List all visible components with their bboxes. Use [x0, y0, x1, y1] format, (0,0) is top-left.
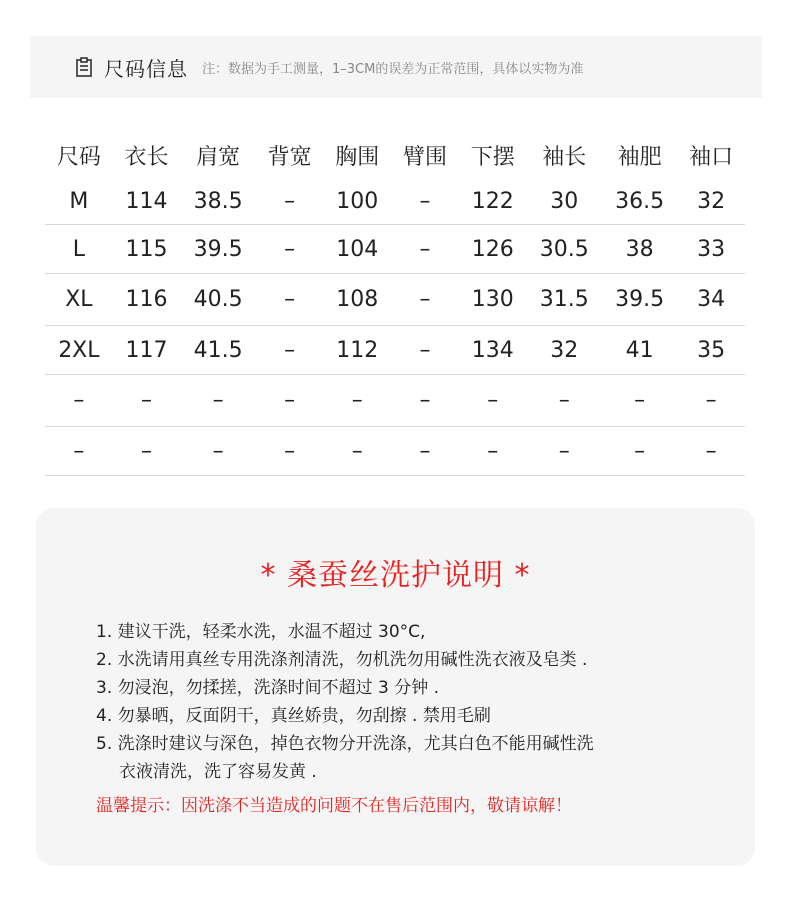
measurement-note: 注：数据为手工测量，1–3CM的误差为正常范围，具体以实物为准 — [202, 61, 584, 77]
care-item-text: 勿暴晒，反面阴干，真丝娇贵，勿刮擦 . 禁用毛刷 — [117, 706, 491, 726]
table-cell: – — [677, 375, 745, 427]
column-header: 臂围 — [403, 144, 448, 170]
column-header: 下摆 — [470, 144, 515, 170]
column-header: 背宽 — [267, 144, 312, 170]
table-cell: 38.5 — [180, 178, 255, 225]
table-cell: 30 — [527, 178, 602, 225]
table-cell: 41.5 — [180, 326, 255, 375]
column-header: 袖肥 — [617, 144, 662, 170]
table-cell: 40.5 — [180, 274, 255, 326]
size-info-header — [30, 36, 762, 98]
table-cell: – — [256, 375, 324, 427]
care-item — [96, 674, 736, 702]
table-cell: 116 — [113, 274, 181, 326]
care-list — [96, 618, 736, 786]
table-cell: 31.5 — [527, 274, 602, 326]
table-cell: 108 — [323, 274, 391, 326]
table-row — [45, 178, 745, 225]
size-table — [45, 132, 745, 476]
table-cell: 117 — [113, 326, 181, 375]
table-cell: 32 — [527, 326, 602, 375]
table-cell: – — [180, 427, 255, 476]
table-cell: 114 — [113, 178, 181, 225]
warm-tip: 温馨提示：因洗涤不当造成的问题不在售后范围内，敬请谅解！ — [96, 796, 572, 816]
table-cell: 130 — [459, 274, 527, 326]
care-item-text: 勿浸泡，勿揉搓，洗涤时间不超过 3 分钟 . — [117, 678, 440, 698]
table-row — [45, 326, 745, 375]
clipboard-icon — [76, 57, 92, 77]
table-cell: – — [45, 427, 113, 476]
table-cell: L — [45, 225, 113, 274]
table-cell: – — [677, 427, 745, 476]
table-cell: 41 — [602, 326, 677, 375]
table-cell: – — [391, 274, 459, 326]
table-row — [45, 427, 745, 476]
table-cell: – — [256, 274, 324, 326]
care-item-number: 4. — [96, 706, 113, 726]
table-cell: – — [391, 375, 459, 427]
table-row — [45, 375, 745, 427]
care-item — [96, 646, 736, 674]
section-title: 尺码信息 — [104, 56, 188, 81]
column-header: 袖口 — [689, 144, 734, 170]
table-cell: – — [391, 178, 459, 225]
table-cell: – — [256, 427, 324, 476]
table-cell: 36.5 — [602, 178, 677, 225]
table-body — [45, 178, 745, 476]
table-header-row — [45, 132, 745, 178]
table-cell: 38 — [602, 225, 677, 274]
table-cell: – — [602, 375, 677, 427]
table-cell: – — [113, 427, 181, 476]
table-cell: 39.5 — [602, 274, 677, 326]
care-title: * 桑蚕丝洗护说明 * — [260, 558, 531, 593]
table-cell: – — [527, 427, 602, 476]
care-item-text: 洗涤时建议与深色，掉色衣物分开洗涤，尤其白色不能用碱性洗 — [117, 734, 594, 754]
care-item — [96, 618, 736, 646]
table-cell: 33 — [677, 225, 745, 274]
care-item-number: 5. — [96, 734, 113, 754]
table-cell: 122 — [459, 178, 527, 225]
table-cell: 34 — [677, 274, 745, 326]
table-cell: – — [256, 326, 324, 375]
table-cell: – — [256, 225, 324, 274]
table-cell: – — [391, 326, 459, 375]
column-header: 尺码 — [56, 144, 101, 170]
table-cell: 100 — [323, 178, 391, 225]
table-cell: – — [256, 178, 324, 225]
table-cell: – — [459, 427, 527, 476]
care-item-text: 水洗请用真丝专用洗涤剂清洗，勿机洗勿用碱性洗衣液及皂类 . — [117, 650, 588, 670]
table-cell: – — [459, 375, 527, 427]
care-item — [96, 702, 736, 730]
table-cell: – — [180, 375, 255, 427]
table-cell: 2XL — [45, 326, 113, 375]
table-cell: 115 — [113, 225, 181, 274]
table-cell: – — [527, 375, 602, 427]
care-item-continuation: 衣液清洗，洗了容易发黄 . — [119, 762, 317, 782]
table-cell: 30.5 — [527, 225, 602, 274]
care-item-text: 建议干洗，轻柔水洗，水温不超过 30°C, — [117, 622, 426, 642]
table-cell: 35 — [677, 326, 745, 375]
column-header: 胸围 — [335, 144, 380, 170]
care-item-number: 2. — [96, 650, 113, 670]
table-cell: 134 — [459, 326, 527, 375]
table-cell: 126 — [459, 225, 527, 274]
care-item-number: 1. — [96, 622, 113, 642]
table-cell: M — [45, 178, 113, 225]
table-cell: – — [45, 375, 113, 427]
care-instructions-panel — [36, 508, 755, 866]
table-cell: XL — [45, 274, 113, 326]
table-cell: – — [323, 375, 391, 427]
table-cell: – — [323, 427, 391, 476]
table-cell: 39.5 — [180, 225, 255, 274]
table-cell: 32 — [677, 178, 745, 225]
care-item-number: 3. — [96, 678, 113, 698]
table-cell: – — [113, 375, 181, 427]
table-row — [45, 225, 745, 274]
column-header: 肩宽 — [196, 144, 241, 170]
column-header: 衣长 — [124, 144, 169, 170]
table-row — [45, 274, 745, 326]
table-cell: – — [391, 427, 459, 476]
table-cell: 104 — [323, 225, 391, 274]
column-header: 袖长 — [542, 144, 587, 170]
table-cell: – — [391, 225, 459, 274]
table-cell: 112 — [323, 326, 391, 375]
care-item — [96, 730, 736, 786]
table-cell: – — [602, 427, 677, 476]
